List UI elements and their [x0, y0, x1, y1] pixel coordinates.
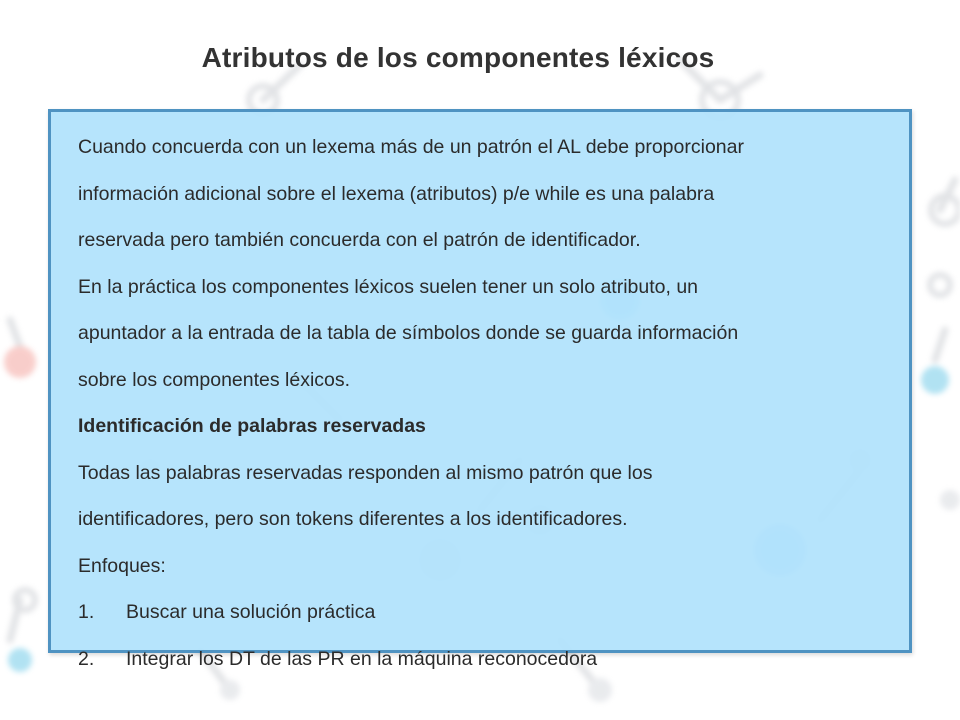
- section-heading: Identificación de palabras reservadas: [78, 415, 426, 437]
- paragraph-line: apuntador a la entrada de la tabla de símbolos donde se guarda información: [78, 322, 739, 344]
- paragraph-line: Cuando concuerda con un lexema más de un patrón el AL debe proporcionar: [78, 136, 744, 158]
- paragraph-line: Todas las palabras reservadas responden al mismo patrón que los: [78, 461, 653, 484]
- item-text: Integrar los DT de las PR en la máquina reconocedora: [126, 647, 598, 670]
- paragraph-line: identificadores, pero son tokens diferentes a los identificadores.: [78, 508, 628, 530]
- item-text: Buscar una solución práctica: [126, 601, 376, 623]
- item-number: 2.: [78, 647, 95, 670]
- paragraph-line: sobre los componentes léxicos.: [78, 368, 351, 391]
- paragraph-line: reservada pero también concuerda con el patrón de identificador.: [78, 229, 641, 251]
- item-number: 1.: [78, 601, 95, 623]
- content-box: [48, 109, 912, 670]
- approaches-label: Enfoques:: [78, 554, 166, 577]
- content-text: [78, 132, 908, 690]
- paragraph-line: En la práctica los componentes léxicos suelen tener un solo atributo, un: [78, 275, 699, 298]
- enumerated-item: [78, 597, 908, 644]
- slide-title: Atributos de los componentes léxicos: [201, 42, 715, 73]
- paragraph-line: información adicional sobre el lexema (atributos) p/e while es una palabra: [78, 182, 715, 205]
- enumerated-item: [78, 644, 908, 691]
